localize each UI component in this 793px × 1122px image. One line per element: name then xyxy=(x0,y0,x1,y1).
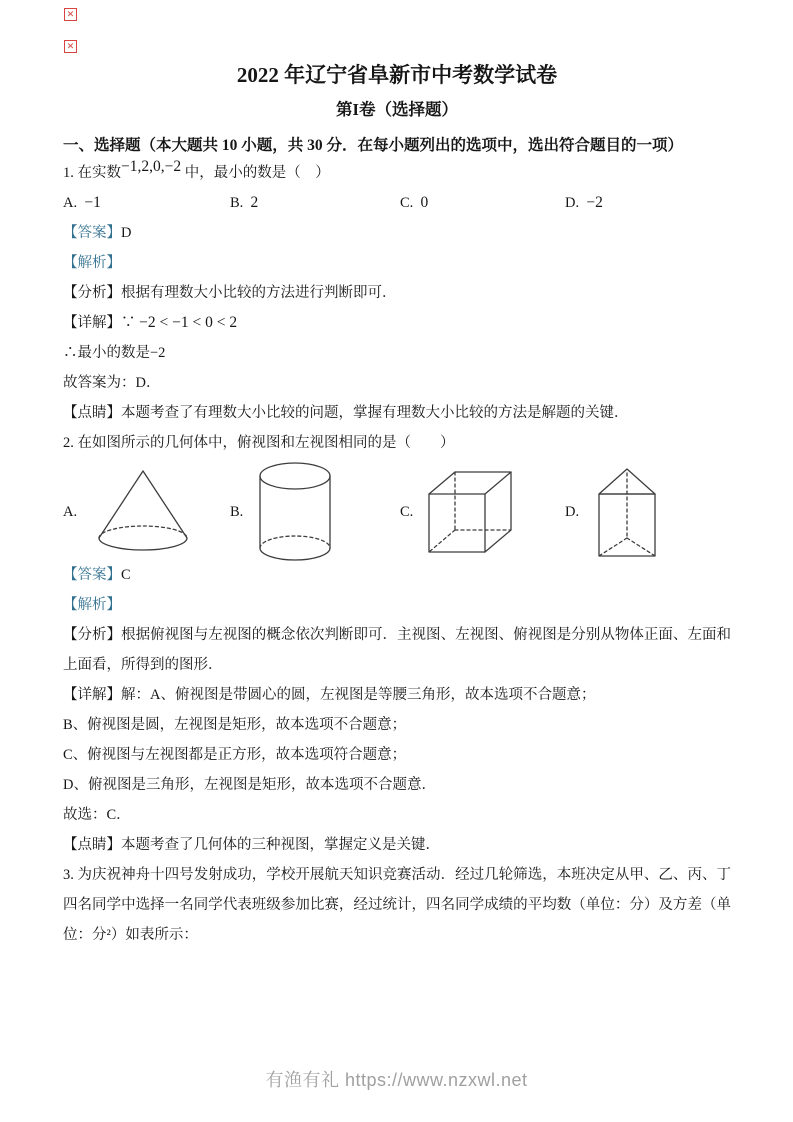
q2-detail-line: D、俯视图是三角形，左视图是矩形，故本选项不合题意． xyxy=(63,777,436,793)
q1-fenxi-line: 【分析】根据有理数大小比较的方法进行判断即可． xyxy=(63,285,397,301)
q2-option-a xyxy=(63,468,230,556)
analysis-tag: 【解析】 xyxy=(63,255,121,271)
option-value: −2 xyxy=(586,194,603,211)
q2-answer-value: C xyxy=(121,567,131,583)
broken-image-icon: ✕ xyxy=(64,40,77,53)
q1-xiangjie-prefix: 【详解】∵ xyxy=(63,315,140,331)
q2-answer-line xyxy=(63,560,731,590)
question-3-stem: 3. 为庆祝神舟十四号发射成功，学校开展航天知识竞赛活动．经过几轮筛选，本班决定从甲、乙、丙、丁四名同学中选择一名同学代表班级参加比赛，经过统计，四名同学成绩的平均数（单位：分）及方差（单位：分²）如表所示： xyxy=(63,867,731,943)
option-label: D. xyxy=(565,503,580,520)
volume-heading: 第I卷（选择题） xyxy=(336,100,458,119)
q2-detail-line: B、俯视图是圆，左视图是矩形，故本选项不合题意； xyxy=(63,717,407,733)
q2-conclusion-line: 故选：C． xyxy=(63,807,131,823)
broken-image-icon: ✕ xyxy=(64,8,77,21)
section-heading: 一、选择题（本大题共 10 小题，共 30 分．在每小题列出的选项中，选出符合题目的一项） xyxy=(63,137,684,154)
answer-tag: 【答案】 xyxy=(63,567,121,583)
cone-icon xyxy=(85,468,201,556)
q1-inequality-math: −2 < −1 < 0 < 2 xyxy=(139,314,238,331)
q2-dianjing-line: 【点睛】本题考查了几何体的三种视图，掌握定义是关键． xyxy=(63,837,440,853)
q2-option-c xyxy=(400,466,565,558)
option-label: B. xyxy=(230,503,244,520)
option-label: B. xyxy=(230,195,244,211)
q1-option-a xyxy=(63,188,230,218)
q2-analysis-tag-line xyxy=(63,590,731,620)
page-title: 2022 年辽宁省阜新市中考数学试卷 xyxy=(236,63,558,87)
q2-detail-line: 【详解】解：A、俯视图是带圆心的圆，左视图是等腰三角形，故本选项不合题意； xyxy=(63,687,596,703)
q1-option-d xyxy=(565,188,731,218)
analysis-tag: 【解析】 xyxy=(63,597,121,613)
option-label: C. xyxy=(400,503,414,520)
option-label: A. xyxy=(63,195,78,211)
option-value: −1 xyxy=(84,194,101,211)
question-2-stem: 2. 在如图所示的几何体中，俯视图和左视图相同的是（ ） xyxy=(63,435,455,451)
option-label: C. xyxy=(400,195,414,211)
q1-option-c xyxy=(400,188,565,218)
q1-stem-suffix: 中，最小的数是（ ） xyxy=(181,165,330,181)
q1-number-list-math: −1,2,0,−2 xyxy=(121,158,182,175)
q2-fenxi-line: 【分析】根据俯视图与左视图的概念依次判断即可．主视图、左视图、俯视图是分别从物体正面、左面和上面看，所得到的图形． xyxy=(63,627,731,673)
option-label: D. xyxy=(565,195,580,211)
q1-conclusion-line: 故答案为：D． xyxy=(63,375,161,391)
cube-icon xyxy=(421,466,521,558)
q1-option-b xyxy=(230,188,400,218)
q1-stem-prefix: 1. 在实数 xyxy=(63,165,121,181)
triangular-prism-icon xyxy=(587,464,667,560)
q2-option-d xyxy=(565,464,731,560)
q1-therefore-line: ∴最小的数是−2 xyxy=(63,345,166,361)
answer-tag: 【答案】 xyxy=(63,225,121,241)
cylinder-icon xyxy=(251,460,339,564)
q2-detail-line: C、俯视图与左视图都是正方形，故本选项符合题意； xyxy=(63,747,407,763)
q1-dianjing-line: 【点睛】本题考查了有理数大小比较的问题，掌握有理数大小比较的方法是解题的关键． xyxy=(63,405,629,421)
option-value: 0 xyxy=(420,194,429,211)
q1-answer-line xyxy=(63,218,731,248)
q1-answer-value: D xyxy=(121,225,132,241)
watermark-footer: 有渔有礼 https://www.nzxwl.net xyxy=(265,1070,528,1090)
q1-xiangjie-line xyxy=(63,308,731,338)
question-1-stem xyxy=(63,158,731,188)
question-1-options xyxy=(63,188,731,218)
q2-option-b xyxy=(230,460,400,564)
question-2-figures xyxy=(63,464,731,560)
q1-analysis-tag-line xyxy=(63,248,731,278)
option-value: 2 xyxy=(250,194,259,211)
option-label: A. xyxy=(63,503,78,520)
